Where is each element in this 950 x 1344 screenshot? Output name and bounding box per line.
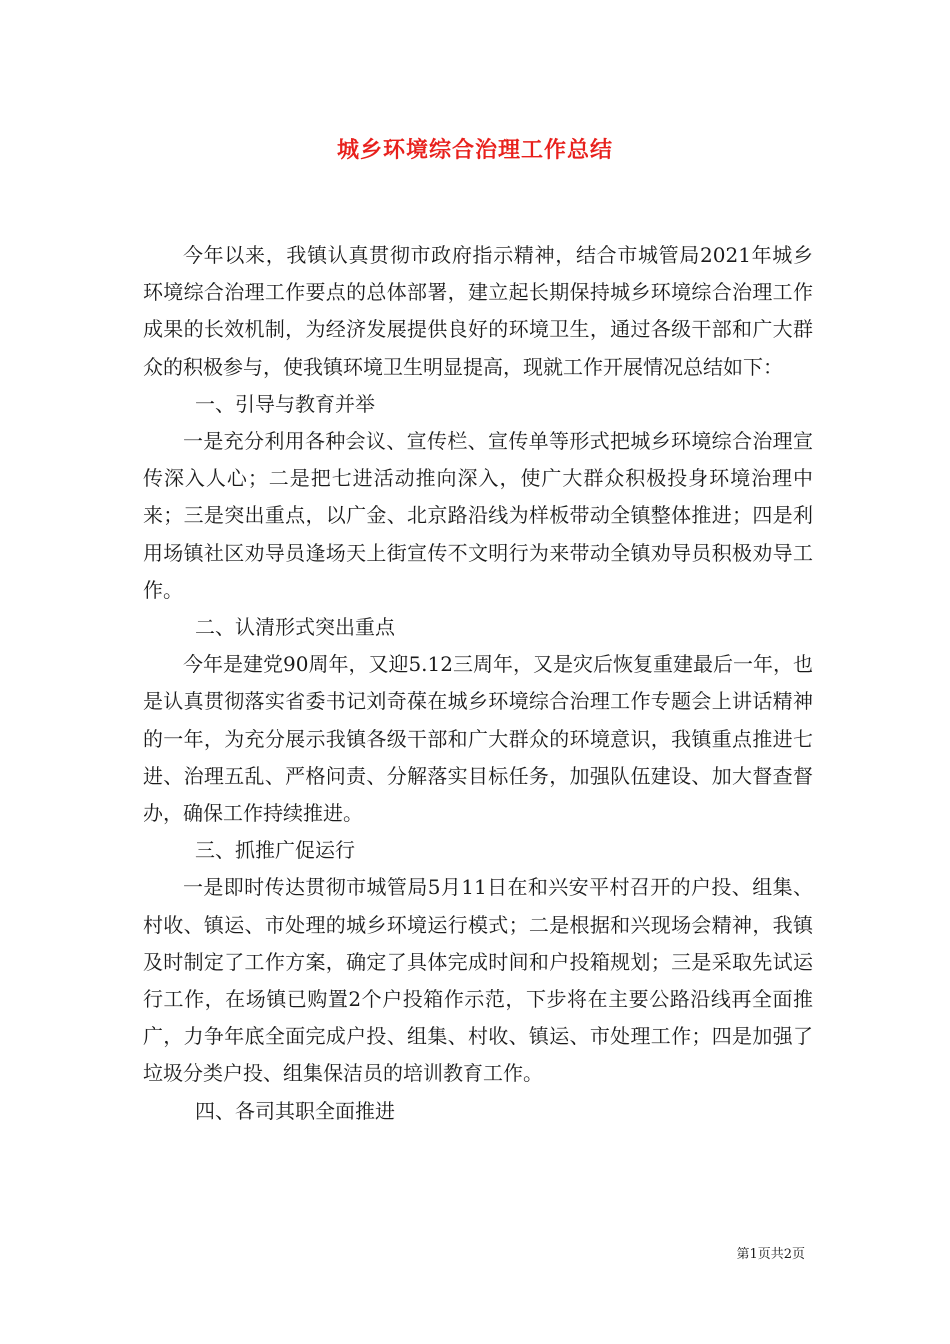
document-title: 城乡环境综合治理工作总结: [336, 137, 613, 163]
section-heading-2: 二、认清形式突出重点: [195, 615, 395, 640]
section-heading-3: 三、抓推广促运行: [195, 838, 355, 863]
section-heading-4: 四、各司其职全面推进: [195, 1098, 395, 1123]
paragraph-section-1: 一是充分利用各种会议、宣传栏、宣传单等形式把城乡环境综合治理宣传深入人心；二是把七进活动推向深入，使广大群众积极投身环境治理中来；三是突出重点，以广金、北京路沿线为样板带动全镇整体推进；四是利用场镇社区劝导员逢场天上街宣传不文明行为来带动全镇劝导员积极劝导工作。: [143, 429, 813, 602]
paragraph-section-3: 一是即时传达贯彻市城管局5月11日在和兴安平村召开的户投、组集、村收、镇运、市处理的城乡环境运行模式；二是根据和兴现场会精神，我镇及时制定了工作方案，确定了具体完成时间和户投箱规划；三是采取先试运行工作，在场镇已购置2个户投箱作示范，下步将在主要公路沿线再全面推广，力争年底全面完成户投、组集、村收、镇运、市处理工作；四是加强了垃圾分类户投、组集保洁员的培训教育工作。: [143, 875, 813, 1086]
paragraph-intro: 今年以来，我镇认真贯彻市政府指示精神，结合市城管局2021年城乡环境综合治理工作要点的总体部署，建立起长期保持城乡环境综合治理工作成果的长效机制，为经济发展提供良好的环境卫生，通过各级干部和广大群众的积极参与，使我镇环境卫生明显提高，现就工作开展情况总结如下：: [143, 243, 813, 379]
document-body: [143, 237, 813, 1130]
page-number: 第1页共2页: [736, 1247, 805, 1262]
paragraph-section-2: 今年是建党90周年，又迎5.12三周年，又是灾后恢复重建最后一年，也是认真贯彻落实省委书记刘奇葆在城乡环境综合治理工作专题会上讲话精神的一年，为充分展示我镇各级干部和广大群众的环境意识，我镇重点推进七进、治理五乱、严格问责、分解落实目标任务，加强队伍建设、加大督查督办，确保工作持续推进。: [143, 652, 813, 826]
section-heading-1: 一、引导与教育并举: [195, 391, 375, 416]
